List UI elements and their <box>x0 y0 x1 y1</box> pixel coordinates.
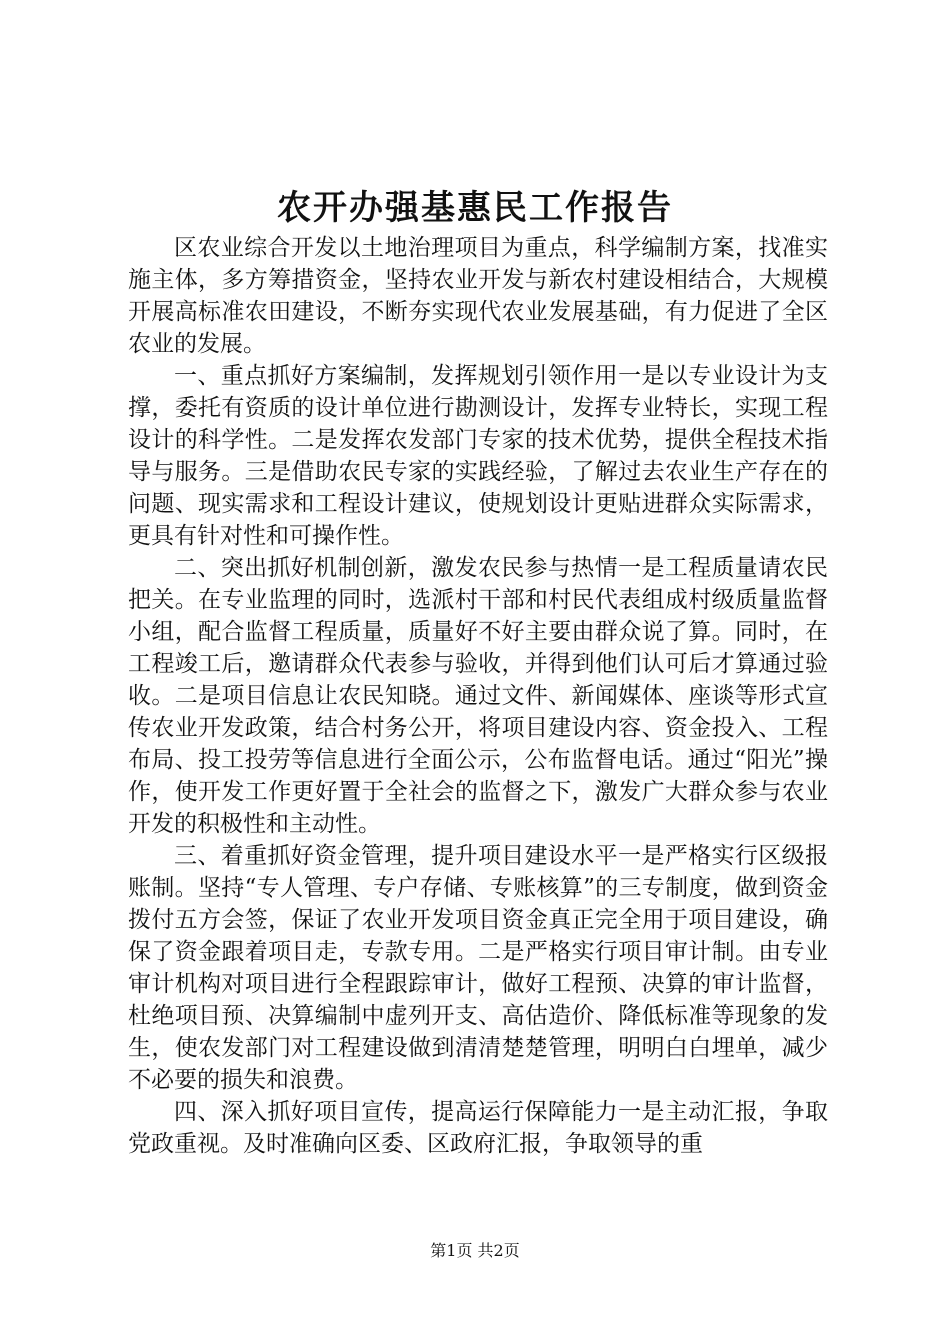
paragraph-section-1: 一、重点抓好方案编制，发挥规划引领作用一是以专业设计为支撑，委托有资质的设计单位进行勘测设计，发挥专业特长，实现工程设计的科学性。二是发挥农发部门专家的技术优势，提供全程技术指导与服务。三是借助农民专家的实践经验，了解过去农业生产存在的问题、现实需求和工程设计建议，使规划设计更贴进群众实际需求，更具有针对性和可操作性。 <box>128 363 828 549</box>
page-number-footer: 第1页 共2页 <box>430 1241 520 1260</box>
paragraph-section-3: 三、着重抓好资金管理，提升项目建设水平一是严格实行区级报账制。坚持“专人管理、专户存储、专账核算”的三专制度，做到资金拨付五方会签，保证了农业开发项目资金真正完全用于项目建设，确保了资金跟着项目走，专款专用。二是严格实行项目审计制。由专业审计机构对项目进行全程跟踪审计，做好工程预、决算的审计监督，杜绝项目预、决算编制中虚列开支、高估造价、降低标准等现象的发生，使农发部门对工程建设做到清清楚楚管理，明明白白埋单，减少不必要的损失和浪费。 <box>128 843 828 1093</box>
document-body <box>128 232 828 1160</box>
paragraph-intro: 区农业综合开发以土地治理项目为重点，科学编制方案，找准实施主体，多方筹措资金，坚持农业开发与新农村建设相结合，大规模开展高标准农田建设，不断夯实现代农业发展基础，有力促进了全区农业的发展。 <box>128 235 828 357</box>
document-title: 农开办强基惠民工作报告 <box>277 188 673 228</box>
paragraph-section-2: 二、突出抓好机制创新，激发农民参与热情一是工程质量请农民把关。在专业监理的同时，选派村干部和村民代表组成村级质量监督小组，配合监督工程质量，质量好不好主要由群众说了算。同时，在工程竣工后，邀请群众代表参与验收，并得到他们认可后才算通过验收。二是项目信息让农民知晓。通过文件、新闻媒体、座谈等形式宣传农业开发政策，结合村务公开，将项目建设内容、资金投入、工程布局、投工投劳等信息进行全面公示，公布监督电话。通过“阳光”操作，使开发工作更好置于全社会的监督之下，激发广大群众参与农业开发的积极性和主动性。 <box>128 555 828 837</box>
paragraph-section-4: 四、深入抓好项目宣传，提高运行保障能力一是主动汇报，争取党政重视。及时准确向区委、区政府汇报，争取领导的重 <box>128 1099 828 1157</box>
